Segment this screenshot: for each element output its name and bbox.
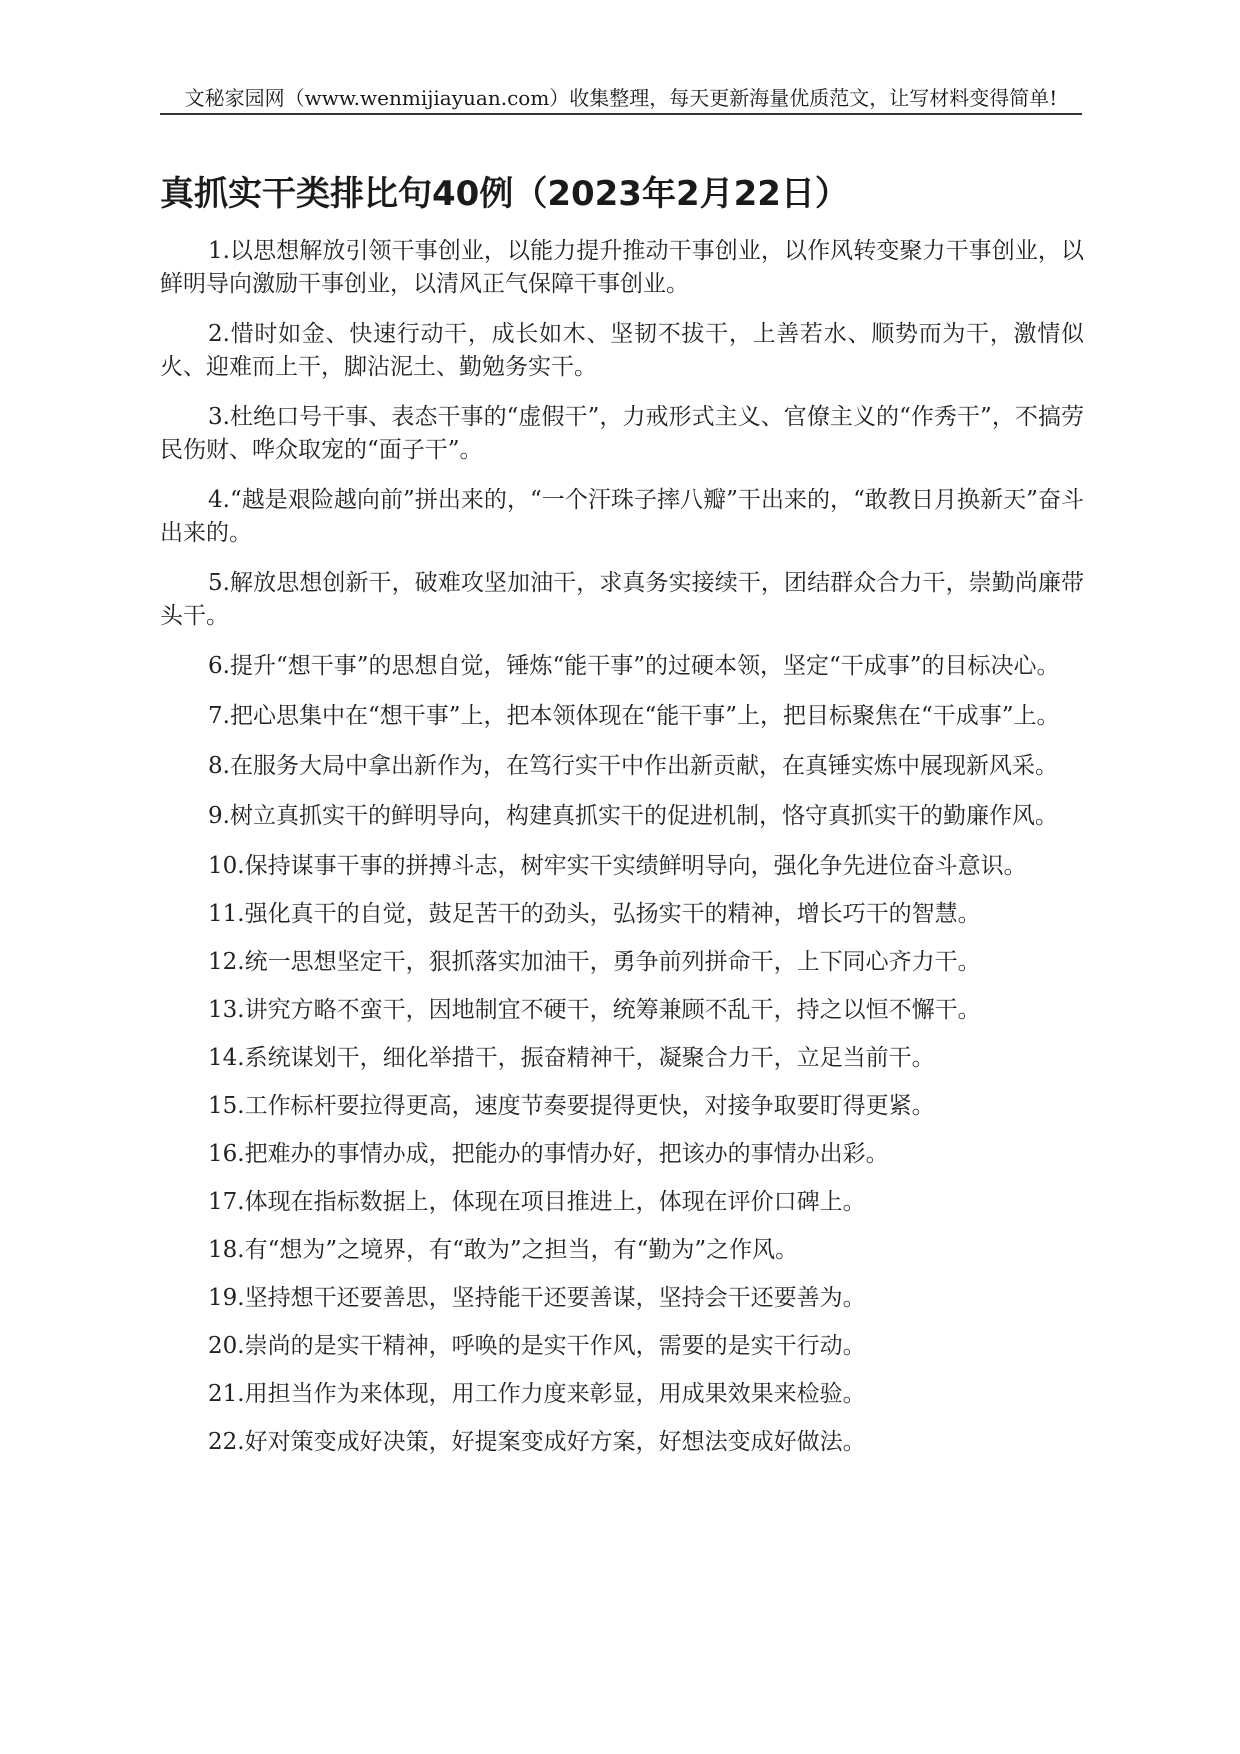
- list-item: 15.工作标杆要拉得更高，速度节奏要提得更快，对接争取要盯得更紧。: [208, 1093, 935, 1119]
- list-item: 13.讲究方略不蛮干，因地制宜不硬干，统筹兼顾不乱干，持之以恒不懈干。: [208, 997, 981, 1023]
- list-item: 22.好对策变成好决策，好提案变成好方案，好想法变成好做法。: [208, 1429, 866, 1455]
- list-item: 16.把难办的事情办成，把能办的事情办好，把该办的事情办出彩。: [208, 1141, 889, 1167]
- list-item: 8.在服务大局中拿出新作为，在笃行实干中作出新贡献，在真锤实炼中展现新风采。: [208, 753, 1058, 779]
- list-item: 10.保持谋事干事的拼搏斗志，树牢实干实绩鲜明导向，强化争先进位奋斗意识。: [208, 853, 1027, 879]
- list-item: 17.体现在指标数据上，体现在项目推进上，体现在评价口碑上。: [208, 1189, 866, 1215]
- list-item: 20.崇尚的是实干精神，呼唤的是实干作风，需要的是实干行动。: [208, 1333, 866, 1359]
- document-body: [160, 235, 1084, 1474]
- list-item: 7.把心思集中在“想干事”上，把本领体现在“能干事”上，把目标聚焦在“干成事”上。: [208, 703, 1060, 729]
- list-item: 5.解放思想创新干，破难攻坚加油干，求真务实接续干，团结群众合力干，崇勤尚廉带头干。: [160, 570, 1084, 629]
- list-item: 6.提升“想干事”的思想自觉，锤炼“能干事”的过硬本领，坚定“干成事”的目标决心。: [208, 653, 1060, 679]
- list-item: 3.杜绝口号干事、表态干事的“虚假干”，力戒形式主义、官僚主义的“作秀干”，不搞劳民伤财、哗众取宠的“面子干”。: [160, 404, 1084, 463]
- list-item: 11.强化真干的自觉，鼓足苦干的劲头，弘扬实干的精神，增长巧干的智慧。: [208, 901, 981, 927]
- list-item: 9.树立真抓实干的鲜明导向，构建真抓实干的促进机制，恪守真抓实干的勤廉作风。: [208, 803, 1058, 829]
- list-item: 1.以思想解放引领干事创业，以能力提升推动干事创业，以作风转变聚力干事创业，以鲜明导向激励干事创业，以清风正气保障干事创业。: [160, 238, 1084, 297]
- header-divider: [160, 113, 1082, 115]
- list-item: 4.“越是艰险越向前”拼出来的，“一个汗珠子摔八瓣”干出来的，“敢教日月换新天”奋斗出来的。: [160, 487, 1084, 546]
- list-item: 2.惜时如金、快速行动干，成长如木、坚韧不拔干，上善若水、顺势而为干，激情似火、迎难而上干，脚沾泥土、勤勉务实干。: [160, 321, 1084, 380]
- site-header-text: 文秘家园网（www.wenmijiayuan.com）收集整理，每天更新海量优质范文，让写材料变得简单!: [184, 86, 1058, 110]
- list-item: 19.坚持想干还要善思，坚持能干还要善谋，坚持会干还要善为。: [208, 1285, 866, 1311]
- document-title: 真抓实干类排比句40例（2023年2月22日）: [160, 174, 849, 214]
- list-item: 12.统一思想坚定干，狠抓落实加油干，勇争前列拼命干，上下同心齐力干。: [208, 949, 981, 975]
- list-item: 21.用担当作为来体现，用工作力度来彰显，用成果效果来检验。: [208, 1381, 866, 1407]
- list-item: 18.有“想为”之境界，有“敢为”之担当，有“勤为”之作风。: [208, 1237, 799, 1263]
- list-item: 14.系统谋划干，细化举措干，振奋精神干，凝聚合力干，立足当前干。: [208, 1045, 935, 1071]
